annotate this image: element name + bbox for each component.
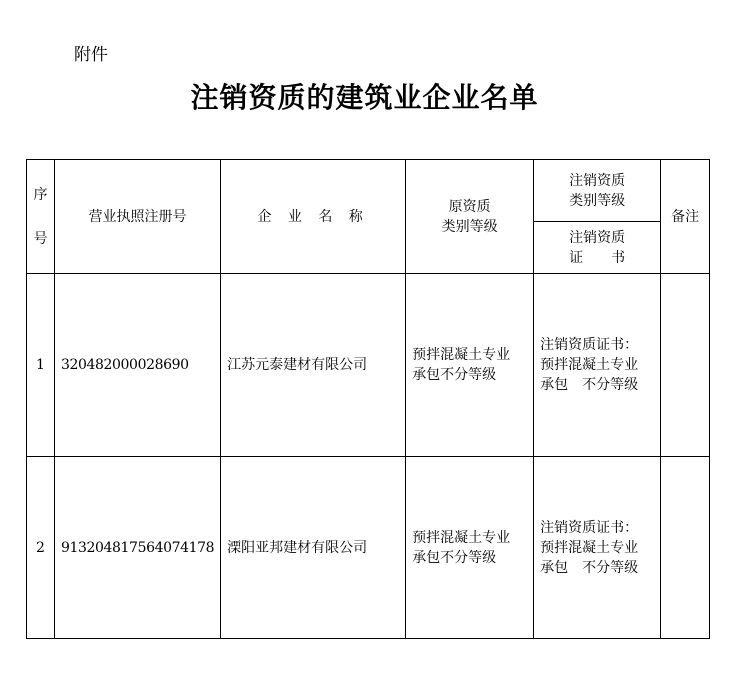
row-company: 江苏元泰建材有限公司 — [221, 274, 406, 457]
header-cancel-group-line1: 注销资质 — [569, 172, 626, 189]
row-company: 溧阳亚邦建材有限公司 — [221, 457, 406, 639]
header-seq — [27, 160, 55, 274]
row-license-no: 913204817564074178 — [55, 457, 221, 639]
header-orig-qualification — [406, 160, 534, 274]
header-cancel-group — [534, 160, 661, 222]
header-cancel-cert-line2: 证 书 — [569, 249, 626, 266]
header-orig-line2: 类别等级 — [441, 218, 498, 235]
table-row — [27, 457, 710, 639]
row-cancel-line1: 注销资质证书： — [540, 519, 639, 536]
row-cancel-qualification — [534, 274, 661, 457]
header-cancel-cert — [534, 222, 661, 274]
row-remark — [661, 457, 710, 639]
row-remark — [661, 274, 710, 457]
header-cancel-cert-line1: 注销资质 — [569, 229, 626, 246]
row-orig-qualification — [406, 457, 534, 639]
header-remark: 备注 — [661, 160, 710, 274]
row-license-no: 320482000028690 — [55, 274, 221, 457]
row-orig-line1: 预拌混凝土专业 — [412, 347, 511, 363]
row-cancel-line1: 注销资质证书： — [540, 337, 639, 353]
row-cancel-line2: 预拌混凝土专业 — [540, 357, 639, 373]
row-seq: 1 — [27, 274, 55, 457]
company-table — [26, 159, 710, 639]
header-company-name: 企 业 名 称 — [221, 160, 406, 274]
page-title: 注销资质的建筑业企业名单 — [190, 81, 539, 114]
header-cancel-group-line2: 类别等级 — [569, 192, 626, 209]
row-orig-line2: 承包不分等级 — [412, 549, 497, 566]
header-license-no: 营业执照注册号 — [55, 160, 221, 274]
row-seq: 2 — [27, 457, 55, 639]
header-orig-line1: 原资质 — [448, 198, 491, 215]
table-row — [27, 274, 710, 457]
row-cancel-qualification — [534, 457, 661, 639]
row-orig-line2: 承包不分等级 — [412, 367, 497, 383]
row-cancel-line3: 承包 不分等级 — [540, 559, 639, 576]
header-seq-line1: 序 — [33, 186, 48, 203]
row-cancel-line3: 承包 不分等级 — [540, 377, 639, 393]
row-orig-qualification — [406, 274, 534, 457]
attachment-label: 附件 — [74, 45, 108, 65]
header-seq-line2: 号 — [33, 230, 48, 247]
row-orig-line1: 预拌混凝土专业 — [412, 529, 511, 546]
header-row — [27, 160, 710, 222]
row-cancel-line2: 预拌混凝土专业 — [540, 539, 639, 556]
